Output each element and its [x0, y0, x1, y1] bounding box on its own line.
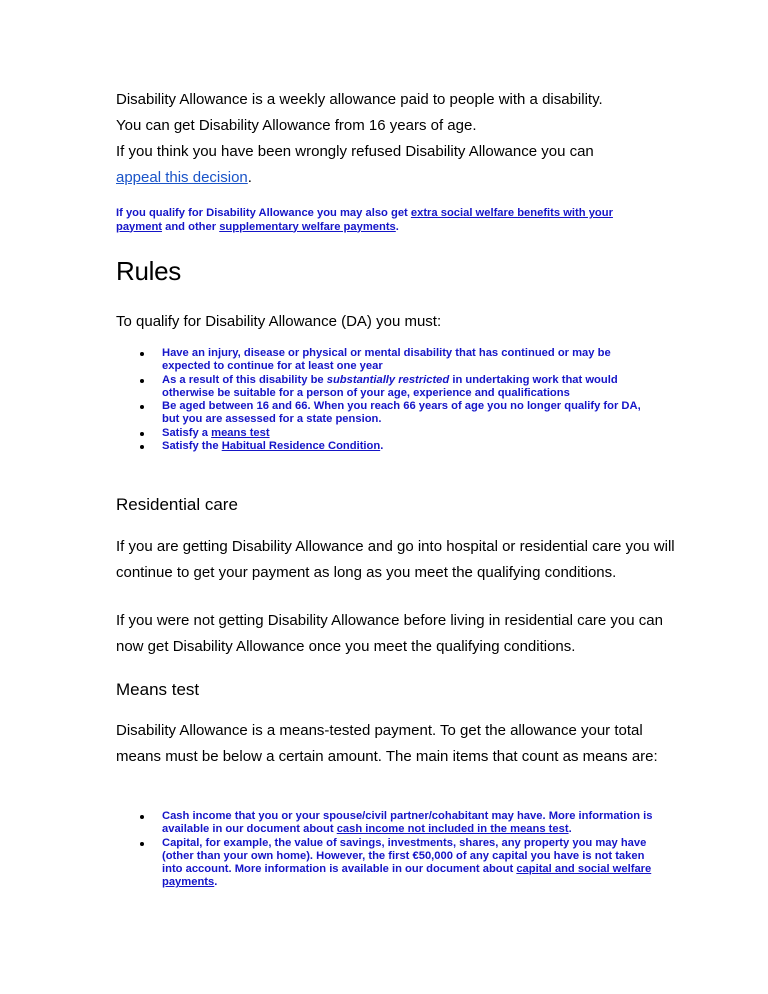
appeal-line [116, 165, 676, 191]
list-item [140, 810, 660, 837]
rules-heading: Rules [116, 256, 181, 286]
means-item-1-post: . [568, 823, 572, 836]
intro-line-1: Disability Allowance is a weekly allowance paid to people with a disability. [116, 91, 603, 108]
means-list [140, 810, 660, 890]
residential-para-2: If you were not getting Disability Allowance before living in residential care you can now get Disability Allowance once you meet the qualifying conditions. [116, 612, 663, 655]
rules-item-5-post: . [380, 440, 384, 453]
capital-payments-link[interactable]: capital and social welfare payments [162, 863, 652, 889]
list-item [140, 347, 660, 374]
list-item [140, 374, 660, 401]
bullet-icon [140, 445, 144, 449]
rules-item-2-post: in undertaking work that would otherwise be suitable for a person of your age, experience and qualifications [162, 373, 618, 399]
residential-care-heading: Residential care [116, 495, 238, 514]
means-item-2-post: . [214, 876, 218, 889]
extra-benefits-link[interactable]: extra social welfare benefits with your payment [116, 207, 613, 233]
rules-item-1-text: Have an injury, disease or physical or mental disability that has continued or may be expected to continue for at least one year [162, 347, 611, 373]
intro-line-3: If you think you have been wrongly refused Disability Allowance you can [116, 143, 594, 160]
rules-item-4-pre: Satisfy a [162, 426, 212, 439]
means-item-2-pre: Capital, for example, the value of savings, investments, shares, any property you may have (other than your own home). However, the first €50,000 of any capital you have is not taken into account. More information is available in our document about [162, 836, 647, 876]
list-item [140, 400, 660, 427]
rules-item-5-pre: Satisfy the [162, 440, 222, 453]
list-item [140, 440, 660, 453]
rules-item-2-pre: As a result of this disability be [162, 373, 327, 386]
list-item [140, 837, 660, 890]
bullet-icon [140, 379, 144, 383]
rules-item-3-text: Be aged between 16 and 66. When you reach 66 years of age you no longer qualify for DA, but you are assessed for a state pension. [162, 400, 641, 426]
note-text-mid: and other [162, 220, 220, 233]
bullet-icon [140, 405, 144, 409]
habitual-residence-link[interactable]: Habitual Residence Condition [221, 440, 381, 453]
intro-section [116, 87, 676, 191]
appeal-line-end: . [247, 169, 252, 186]
means-test-heading: Means test [116, 680, 200, 699]
note-text-end: . [395, 220, 399, 233]
residential-para-1: If you are getting Disability Allowance and go into hospital or residential care you will continue to get your payment as long as you meet the qualifying conditions. [116, 538, 675, 581]
means-test-link[interactable]: means test [211, 426, 270, 439]
bullet-icon [140, 815, 144, 819]
rules-lead: To qualify for Disability Allowance (DA) you must: [116, 313, 442, 330]
bullet-icon [140, 352, 144, 356]
supplementary-payments-link[interactable]: supplementary welfare payments [219, 220, 396, 233]
note-text-pre: If you qualify for Disability Allowance you may also get [116, 207, 411, 219]
cash-income-link[interactable]: cash income not included in the means test [336, 823, 569, 836]
bullet-icon [140, 842, 144, 846]
means-para: Disability Allowance is a means-tested payment. To get the allowance your total means must be below a certain amount. The main items that count as means are: [116, 722, 658, 765]
bullet-icon [140, 432, 144, 436]
rules-item-2-emphasis: substantially restricted [326, 373, 450, 386]
intro-line-2: You can get Disability Allowance from 16 years of age. [116, 117, 477, 134]
list-item [140, 427, 660, 440]
rules-list [140, 347, 660, 453]
appeal-decision-link[interactable]: appeal this decision [116, 169, 248, 186]
means-item-1-pre: Cash income that you or your spouse/civil partner/cohabitant may have. More information is available in our document about [162, 810, 653, 836]
supplementary-note [116, 207, 656, 234]
